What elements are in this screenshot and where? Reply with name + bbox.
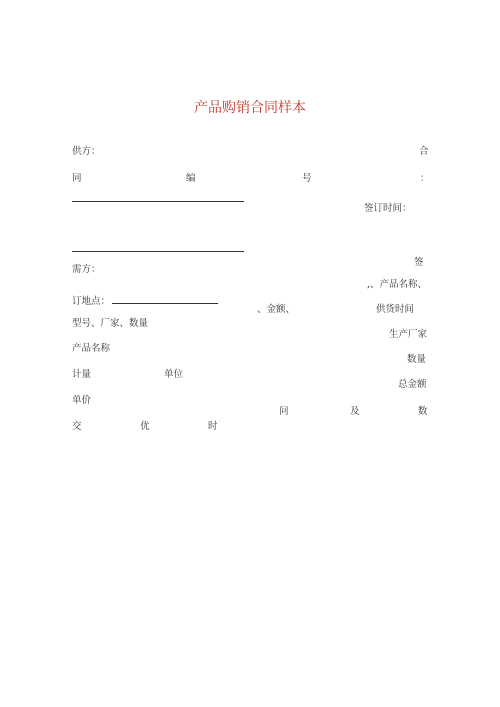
unit-price-label: 单价 (72, 395, 92, 406)
supplier-label: 供方： (72, 146, 101, 157)
manufacturer-label: 生产厂家 (389, 329, 428, 340)
text-wen: 问 (279, 406, 289, 417)
amount-fragment: 、金额、 (257, 304, 296, 315)
text-hao: 号 (302, 173, 312, 184)
sign-time-label: 签订时间： (364, 203, 412, 214)
text-qian: 签 (414, 257, 424, 268)
text-colon: ： (420, 173, 430, 184)
sign-place-text: 订地点： (72, 296, 111, 307)
text-you: 优 (140, 421, 150, 432)
text-bian: 编 (186, 173, 196, 184)
text-shu: 数 (418, 406, 428, 417)
delivery-time-label: 供货时间 (376, 304, 415, 315)
document-title: 产品购销合同样本 (194, 100, 306, 116)
product-name-label: 产品名称 (72, 343, 111, 354)
total-amount-label: 总金额 (398, 379, 427, 390)
contract-number-line (72, 201, 244, 202)
measure-label: 计量 (72, 369, 92, 380)
text-shi: 时 (208, 421, 218, 432)
quantity-label: 数量 (407, 354, 427, 365)
model-fragment: 型号、厂家、数量 (72, 318, 149, 329)
text-he: 合 (419, 146, 429, 157)
text-tong: 同 (72, 173, 82, 184)
text-ji: 及 (350, 406, 360, 417)
sign-place-label (72, 294, 218, 308)
sign-place-blank (112, 294, 218, 304)
buyer-label: 需方： (72, 264, 101, 275)
text-jiao: 交 (72, 421, 82, 432)
unit-label: 单位 (164, 369, 184, 380)
sign-time-line (72, 251, 244, 252)
product-name-fragment: ,、产品名称、 (367, 279, 428, 290)
